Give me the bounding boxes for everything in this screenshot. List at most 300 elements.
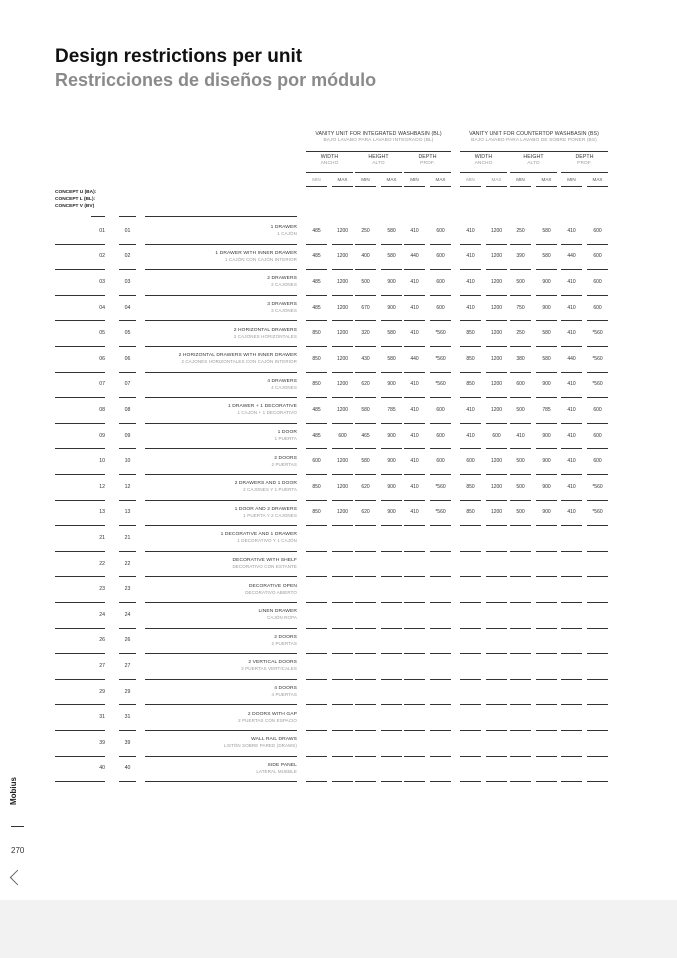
dimension-value [332,704,353,731]
code-col-top-rule [119,216,136,217]
dimension-value: 900 [536,423,557,450]
unit-description [145,448,297,475]
group-header-bl: VANITY UNIT FOR INTEGRATED WASHBASIN (BL) BAJO LAVABO PARA LAVABO INTEGRADO (BL) [315,131,442,143]
concept-labels: CONCEPT U (BA): CONCEPT L (BL): CONCEPT V (BV) [55,190,97,209]
page-number: 270 [11,846,25,855]
concept-code-l: 08 [119,397,136,424]
minmax-rule [587,186,608,187]
concept-code-u: 24 [55,602,105,629]
dimension-value: 580 [536,346,557,373]
dimension-value: 620 [355,500,376,527]
dimension-value [460,628,481,655]
dimension-value: 500 [510,474,531,501]
dimension-value: 1200 [332,218,353,245]
unit-name-es: LISTÓN SOBRE PARED (DRAWS) [223,743,297,749]
dimension-value [536,602,557,629]
dimension-value: 850 [460,500,481,527]
dimension-value: 500 [355,269,376,296]
dimension-value [587,628,608,655]
unit-description [145,551,297,578]
dimension-value [404,653,425,680]
dimension-value [536,679,557,706]
dimension-value: *560 [430,474,451,501]
dimension-value: 850 [306,320,327,347]
unit-name-en: DECORATIVE WITH SHELF [232,558,297,564]
dimension-value [460,576,481,603]
page-title: Design restrictions per unit [55,46,303,67]
dimension-value [306,576,327,603]
dimension-value: 600 [510,372,531,399]
concept-code-u: 22 [55,551,105,578]
dimension-value: 410 [404,397,425,424]
dimension-value: 600 [430,218,451,245]
unit-name-en: 1 DRAWER WITH INNER DRAWER [215,250,297,256]
dimension-value: 1200 [486,372,507,399]
dimension-value: 900 [381,372,402,399]
dimension-value [561,730,582,757]
concept-code-l: 04 [119,295,136,322]
dimension-value: 600 [430,397,451,424]
minmax-label: MIN [466,177,475,182]
dimension-value [486,628,507,655]
concept-code-l: 21 [119,525,136,552]
dimension-value [404,730,425,757]
dimension-value [510,653,531,680]
dimension-value: 1200 [486,397,507,424]
unit-name-es: 4 PUERTAS [271,692,297,698]
unit-name-en: 2 HORIZONTAL DRAWERS [233,327,297,333]
concept-code-l: 07 [119,372,136,399]
dimension-value: 600 [587,269,608,296]
table-row [0,423,677,449]
dimension-value [332,525,353,552]
unit-description [145,679,297,706]
dimension-value [355,551,376,578]
dimension-value: 410 [561,320,582,347]
dimension-value: 250 [510,320,531,347]
dimension-value [332,679,353,706]
dimension-value: 440 [404,346,425,373]
dimension-value [561,525,582,552]
dimension-value: 900 [381,448,402,475]
unit-description [145,423,297,450]
dimension-value: 850 [306,346,327,373]
dimension-value [355,730,376,757]
concept-code-l: 31 [119,704,136,731]
unit-name-es: 2 CAJONES Y 1 PUERTA [243,487,297,493]
dimension-value: 410 [460,269,481,296]
dimension-value: 600 [306,448,327,475]
page-subtitle: Restricciones de diseños por módulo [55,70,377,90]
dimension-value [486,730,507,757]
dimension-value: 1200 [332,320,353,347]
minmax-label: MIN [361,177,370,182]
unit-name-en: 1 DRAWER + 1 DECORATIVE [227,404,297,410]
dimension-value: 900 [381,500,402,527]
dimension-value [486,653,507,680]
dimension-value: 410 [404,423,425,450]
concept-code-u: 09 [55,423,105,450]
dimension-value [587,679,608,706]
unit-name-es: 3 CAJONES [271,308,297,314]
dimension-value [587,704,608,731]
dimension-value [486,704,507,731]
table-row [0,448,677,474]
dimension-value: 400 [355,244,376,271]
table-row [0,679,677,705]
unit-name-en: SIDE PANEL [267,762,297,768]
dimension-value: 900 [381,269,402,296]
unit-name-en: 3 DRAWERS [267,302,297,308]
dimension-value [587,576,608,603]
dimension-value: 1200 [486,500,507,527]
dimension-value: 600 [430,295,451,322]
footer-band [0,900,677,958]
dimension-value: 850 [460,346,481,373]
dimension-value: 500 [510,397,531,424]
dimension-value [486,551,507,578]
dimension-value: 320 [355,320,376,347]
dimension-value [381,628,402,655]
unit-name-es: 1 PUERTA Y 2 CAJONES [243,512,297,518]
dimension-value: *560 [587,474,608,501]
dimension-value: 580 [536,244,557,271]
minmax-rule [404,186,425,187]
dimension-value [536,576,557,603]
concept-code-l: 40 [119,756,136,783]
table-row [0,576,677,602]
group-rule-bl [306,151,451,152]
unit-name-en: 2 VERTICAL DOORS [248,660,297,666]
dimension-value: 750 [510,295,531,322]
dimension-value [381,704,402,731]
dimension-value: 600 [332,423,353,450]
concept-code-u: 06 [55,346,105,373]
unit-name-es: DECORATIVO ABIERTO [245,589,297,595]
unit-name-es: DECORATIVO CON ESTANTE [232,564,297,570]
dimension-value: 900 [536,474,557,501]
dimension-value [510,602,531,629]
concept-code-l: 09 [119,423,136,450]
concept-code-l: 10 [119,448,136,475]
unit-description [145,218,297,245]
dimension-value: 485 [306,397,327,424]
unit-description [145,525,297,552]
dimension-value: 600 [486,423,507,450]
dimension-value [460,679,481,706]
dimension-value: 410 [404,474,425,501]
dimension-value [561,679,582,706]
dimension-value: 485 [306,269,327,296]
dim-rule [561,172,608,173]
concept-code-l: 29 [119,679,136,706]
dimension-value [381,551,402,578]
dimension-value: 1200 [486,474,507,501]
dim-depth-bl: DEPTH PROF. [418,154,437,166]
dimension-value: 485 [306,218,327,245]
concept-code-l: 03 [119,269,136,296]
table-row [0,218,677,244]
unit-name-es: CAJÓN ROPA [267,615,297,621]
concept-code-u: 26 [55,628,105,655]
unit-description [145,576,297,603]
dimension-value [430,551,451,578]
table-row [0,602,677,628]
minmax-rule [430,186,451,187]
unit-name-en: 2 DRAWERS [267,276,297,282]
dimension-value [355,602,376,629]
minmax-rule [486,186,507,187]
minmax-rule [510,186,531,187]
table-row [0,397,677,423]
table-row [0,269,677,295]
unit-description [145,269,297,296]
unit-description [145,397,297,424]
dimension-value: 600 [430,423,451,450]
dimension-value [306,679,327,706]
dimension-value: *560 [587,346,608,373]
unit-name-es: 2 PUERTAS VERTICALES [241,666,297,672]
dimension-value [404,704,425,731]
minmax-label: MIN [410,177,419,182]
code-col-top-rule [91,216,105,217]
dimension-value: 410 [460,244,481,271]
dimension-value: 1200 [486,218,507,245]
concept-code-l: 13 [119,500,136,527]
dimension-value: 410 [404,500,425,527]
table-row [0,372,677,398]
dimension-value: 620 [355,372,376,399]
unit-name-es: 1 CAJÓN + 1 DECORATIVO [237,410,297,416]
dimension-value: 1200 [332,372,353,399]
dimension-value [510,679,531,706]
dim-height-bs: HEIGHT ALTO [523,154,544,166]
group-rule-bs [460,151,608,152]
dimension-value: 850 [460,474,481,501]
dimension-value [561,602,582,629]
concept-code-u: 02 [55,244,105,271]
dimension-value [306,704,327,731]
dim-rule [510,172,557,173]
brand-side-label: Mobius [9,777,18,805]
dimension-value: 500 [510,448,531,475]
dim-height-bl: HEIGHT ALTO [368,154,389,166]
minmax-rule [561,186,582,187]
dimension-value: *560 [430,346,451,373]
dimension-value [510,704,531,731]
dimension-value [306,653,327,680]
unit-description [145,295,297,322]
dimension-value [510,730,531,757]
minmax-rule [306,186,327,187]
dimension-value: 850 [306,372,327,399]
dimension-value: 1200 [332,500,353,527]
dimension-value: 580 [381,218,402,245]
dimension-value: 390 [510,244,531,271]
dimension-value [355,653,376,680]
table-row [0,628,677,654]
back-chevron-icon[interactable] [10,870,26,886]
dimension-value [306,525,327,552]
unit-description [145,320,297,347]
table-row [0,704,677,730]
dimension-value [355,525,376,552]
dimension-value [561,628,582,655]
dimension-value: 850 [306,474,327,501]
dimension-value [404,551,425,578]
dim-rule [460,172,507,173]
dimension-value [404,628,425,655]
table-row [0,244,677,270]
unit-name-en: 4 DRAWERS [267,378,297,384]
dimension-value: 900 [536,269,557,296]
unit-name-en: 1 DECORATIVE AND 1 DRAWER [220,532,297,538]
dimension-value: 900 [536,500,557,527]
concept-code-u: 10 [55,448,105,475]
group-header-bs: VANITY UNIT FOR COUNTERTOP WASHBASIN (BS) BAJO LAVABO PARA LAVABO DE SOBRE PONER (BS) [469,131,599,143]
dimension-value [355,679,376,706]
concept-code-u: 23 [55,576,105,603]
dimension-value [404,576,425,603]
dimension-value: 1200 [486,244,507,271]
concept-code-l: 39 [119,730,136,757]
dimension-value: 600 [430,448,451,475]
unit-description [145,372,297,399]
dimension-value: 900 [536,448,557,475]
minmax-label: MIN [312,177,321,182]
dimension-value: 410 [561,423,582,450]
dimension-value: 670 [355,295,376,322]
dimension-value [430,730,451,757]
unit-name-en: 1 DOOR AND 2 DRAWERS [234,506,297,512]
dimension-value: 600 [587,295,608,322]
unit-name-es: 1 PUERTA [274,436,297,442]
dimension-value: 250 [355,218,376,245]
dimension-value: 600 [587,423,608,450]
concept-code-l: 12 [119,474,136,501]
table-row [0,525,677,551]
dimension-value: 580 [355,448,376,475]
dimension-value [536,628,557,655]
minmax-rule [332,186,353,187]
dimension-value [430,704,451,731]
dimension-value [536,730,557,757]
concept-code-u: 08 [55,397,105,424]
unit-name-es: 2 PUERTAS [271,640,297,646]
concept-code-u: 21 [55,525,105,552]
dimension-value: 1200 [332,244,353,271]
table-row [0,474,677,500]
unit-name-es: 1 CAJÓN CON CAJÓN INTERIOR [224,256,297,262]
minmax-label: MAX [386,177,397,182]
dimension-value: 485 [306,295,327,322]
dimension-value: 620 [355,474,376,501]
unit-name-en: 1 DOOR [277,430,297,436]
dimension-value [306,628,327,655]
dimension-value [430,653,451,680]
dimension-value: 500 [510,269,531,296]
dimension-value [510,628,531,655]
dimension-value: 600 [587,218,608,245]
dimension-value [486,679,507,706]
minmax-label: MAX [592,177,603,182]
concept-code-u: 07 [55,372,105,399]
dimension-value: 850 [306,500,327,527]
minmax-label: MAX [541,177,552,182]
table-row [0,653,677,679]
unit-description [145,346,297,373]
unit-name-en: 2 DRAWERS AND 1 DOOR [234,481,297,487]
dimension-value [430,679,451,706]
dimension-value: 1200 [486,269,507,296]
concept-code-l: 22 [119,551,136,578]
dimension-value: 410 [460,423,481,450]
concept-code-u: 05 [55,320,105,347]
concept-code-l: 24 [119,602,136,629]
side-divider [11,826,24,827]
dimension-value [306,602,327,629]
unit-name-es: 2 CAJONES HORIZONTALES [233,333,297,339]
table-row [0,295,677,321]
dimension-value: 410 [561,269,582,296]
dimension-value [404,679,425,706]
unit-name-es: 4 CAJONES [271,384,297,390]
table-row [0,500,677,526]
dimension-value: *560 [587,372,608,399]
dimension-value: 410 [561,372,582,399]
minmax-rule [536,186,557,187]
dimension-value: 465 [355,423,376,450]
dimension-value: 410 [404,218,425,245]
dimension-value [306,551,327,578]
dimension-value: 580 [381,320,402,347]
unit-description [145,500,297,527]
dimension-value [561,704,582,731]
dimension-value: 410 [561,474,582,501]
dimension-value: 410 [561,218,582,245]
dim-rule [404,172,451,173]
concept-code-l: 27 [119,653,136,680]
dimension-value [536,525,557,552]
concept-code-u: 12 [55,474,105,501]
dimension-value [536,653,557,680]
dimension-value: 900 [381,295,402,322]
dimension-value: 440 [404,244,425,271]
unit-name-es: 2 CAJONES [271,282,297,288]
dim-rule [306,172,353,173]
dimension-value: 900 [381,474,402,501]
unit-description [145,474,297,501]
dimension-value [332,730,353,757]
dimension-value [332,602,353,629]
dimension-value: 1200 [486,448,507,475]
dimension-value [404,756,425,783]
dimension-value: 580 [536,320,557,347]
dimension-value [332,551,353,578]
concept-code-u: 03 [55,269,105,296]
concept-code-u: 40 [55,756,105,783]
dimension-value [332,576,353,603]
dimension-value [510,756,531,783]
dimension-value [381,653,402,680]
dimension-value [486,576,507,603]
dimension-value: 600 [587,448,608,475]
unit-name-en: WALL RAIL DRAWS [251,737,297,743]
dimension-value [587,653,608,680]
dimension-value: 850 [460,320,481,347]
concept-code-u: 31 [55,704,105,731]
dimension-value [430,628,451,655]
